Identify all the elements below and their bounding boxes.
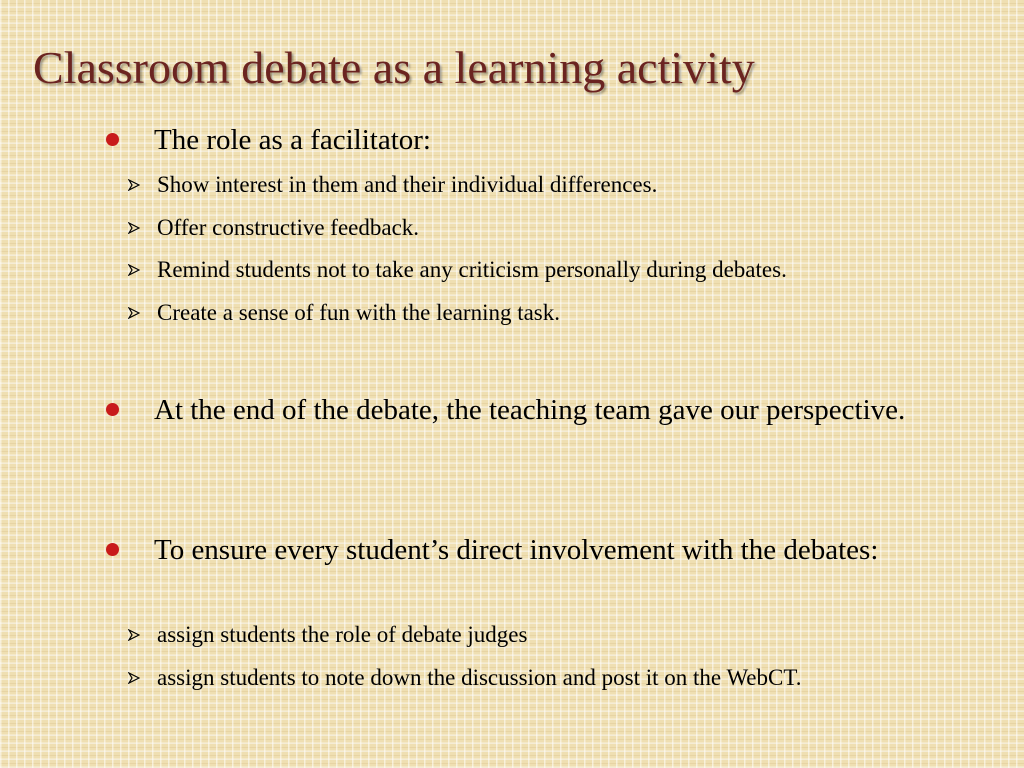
arrowhead-bullet-icon — [128, 222, 140, 234]
sub-bullet-text: Offer constructive feedback. — [157, 215, 420, 240]
sub-bullet-text: assign students to note down the discussion and post it on the WebCT. — [157, 665, 802, 690]
arrowhead-bullet-icon — [128, 672, 140, 684]
bullet-text: To ensure every student’s direct involvement with the debates: — [154, 534, 879, 566]
bullet-icon — [105, 403, 119, 417]
bullet-icon — [105, 133, 119, 147]
arrowhead-bullet-icon — [128, 629, 140, 641]
bullet-text: At the end of the debate, the teaching team gave our perspective. — [154, 394, 906, 426]
arrowhead-bullet-icon — [128, 179, 140, 191]
sub-bullet-text: Remind students not to take any criticism personally during debates. — [157, 257, 787, 282]
bullet-text: The role as a facilitator: — [154, 124, 431, 156]
sub-bullet-text: Show interest in them and their individual differences. — [157, 172, 658, 197]
arrowhead-bullet-icon — [128, 264, 140, 276]
sub-bullet-text: Create a sense of fun with the learning task. — [157, 300, 561, 325]
arrowhead-bullet-icon — [128, 307, 140, 319]
sub-bullet-text: assign students the role of debate judges — [157, 622, 528, 647]
slide-title: Classroom debate as a learning activity — [33, 42, 755, 93]
bullet-icon — [105, 543, 119, 557]
